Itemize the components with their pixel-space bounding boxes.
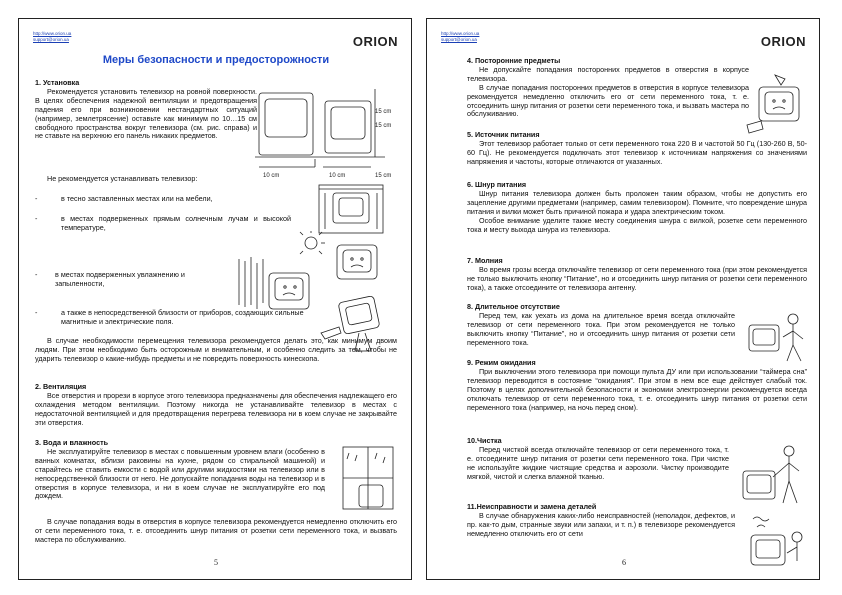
tv-absence-illustration bbox=[745, 309, 809, 367]
brand-logo: ORION bbox=[352, 34, 398, 49]
section-heading: 5. Источник питания bbox=[467, 130, 540, 139]
section-water bbox=[35, 439, 325, 501]
section-heading: 9. Режим ожидания bbox=[467, 358, 536, 367]
section-power-cord bbox=[467, 181, 807, 234]
page-title: Меры безопасности и предосторожности bbox=[102, 54, 330, 66]
tv-cleaning-illustration bbox=[737, 441, 807, 511]
paragraph: В случае обнаружения каких-либо неисправностей (неполадок, дефектов, и пр. как-то дым, странные звуки или запахи, и т. п.) в телевизоре рекомендуется немедленно отключить его от сети bbox=[467, 510, 735, 538]
section-ventilation bbox=[35, 383, 397, 428]
paragraph: Не допускайте попадания посторонних предметов в отверстия в корпусе телевизора. bbox=[467, 64, 749, 83]
brand-logo: ORION bbox=[760, 34, 806, 49]
dimension-label: 15 cm bbox=[375, 173, 392, 179]
paragraph: В случае попадания посторонних предметов в отверстия в корпусе телевизора рекомендуется немедленно отключить его от сети переменного тока, т. е. отсоединить шнур питания от розетки сети переменного тока, и вызвать мастера по обслуживанию. bbox=[467, 82, 749, 119]
paragraph: Все отверстия и прорези в корпусе этого телевизора предназначены для обеспечения надлежащего его охлаждения методом вентиляции. Поэтому никогда не устанавливайте телевизор в местах с недостаточной вентиляцией и для предотвращения перегрева телевизора ни в коем случае не закрывайте эти отверстия. bbox=[35, 390, 397, 427]
tv-foreign-objects-illustration bbox=[745, 71, 811, 137]
paragraph: Шнур питания телевизора должен быть проложен таким образом, чтобы не допустить его зацепление другими предметами (например, самим телевизором). Помните, что повреждение шнура питания и вилки может быть причиной пожара и удара электрическим током. bbox=[467, 188, 807, 216]
dimension-label: 10 cm bbox=[263, 173, 280, 179]
tv-magnetic-field-illustration bbox=[319, 293, 399, 355]
header-links[interactable] bbox=[441, 31, 479, 42]
paragraph: Перед тем, как уехать из дома на длительное время всегда отключайте телевизор от сети переменного тока. При этом рекомендуется не только выключить кнопку “Питание”, но и отсоединить шнур питания от розетки сети переменного тока. bbox=[467, 310, 735, 347]
section-heading: 7. Молния bbox=[467, 256, 503, 265]
bullet-item: в местах подверженных прямым солнечным лучам и высокой температуре, bbox=[61, 214, 291, 232]
section-heading: 8. Длительное отсутствие bbox=[467, 302, 560, 311]
paragraph: Не эксплуатируйте телевизор в местах с повышенным уровнем влаги (особенно в ванных комнатах, вблизи раковины на кухне, рядом со стиральной машиной) и старайтесь не ставить емкости с водой или другими жидкостями на телевизор или в непосредственной близости от него. Не допускайте попадания воды на телевизор и в отверстия в корпусе телевизора, и ни в коем случае не эксплуатируйте его под дождем. bbox=[35, 446, 325, 501]
section-foreign-objects bbox=[467, 57, 749, 119]
paragraph: Во время грозы всегда отключайте телевизор от сети переменного тока (при этом рекомендуется не только выключить кнопку “Питание”, но и отсоединить шнур питания от розетки сети переменного тока), а также отсоедините от телевизора антенну. bbox=[467, 264, 807, 292]
header-links[interactable] bbox=[33, 31, 71, 42]
paragraph: В случае необходимости перемещения телевизора рекомендуется делать это, как минимум двоим людям. При этом необходимо быть осторожным и внимательным, и особенно следить за тем, чтобы не ударить телевизор о какие-нибудь предметы и не повредить поверхность кинескопа. bbox=[35, 336, 397, 363]
bullet-item: в тесно заставленных местах или на мебели, bbox=[61, 194, 213, 203]
section-installation bbox=[35, 79, 257, 141]
section-heading: 3. Вода и влажность bbox=[35, 438, 109, 447]
section-heading: 10.Чистка bbox=[467, 436, 502, 445]
paragraph: Этот телевизор работает только от сети переменного тока 220 В и частотой 50 Гц (130-260 В, 50-60 Гц). Не рекомендуется подключать этот телевизор к источникам напряжения со значениями напряжения и частоты, которые отличаются от указанных. bbox=[467, 138, 807, 166]
manual-page-6 bbox=[426, 18, 820, 580]
tv-clearance-illustration bbox=[255, 87, 403, 179]
header-email-link[interactable]: support@orion.ua bbox=[441, 36, 477, 42]
header-url-link[interactable]: http://www.orion.ua bbox=[441, 31, 480, 36]
paragraph: Перед чисткой всегда отключайте телевизор от сети переменного тока, т. е. отсоедините шнур питания от розетки сети переменного тока. При чистке не используйте жидкие чистящие средства и аэрозоли. Чистку производите мягкой, чистой и слегка влажной тканью. bbox=[467, 444, 729, 481]
paragraph: Не рекомендуется устанавливать телевизор: bbox=[47, 174, 198, 183]
dimension-label: 15 cm bbox=[375, 109, 392, 115]
section-cleaning bbox=[467, 437, 729, 482]
section-standby bbox=[467, 359, 807, 412]
bullet-item: в местах подверженных увлажнению и запыленности, bbox=[55, 270, 185, 288]
page-number: 6 bbox=[622, 558, 626, 567]
section-malfunctions bbox=[467, 503, 735, 539]
header-email-link[interactable]: support@orion.ua bbox=[33, 36, 69, 42]
section-long-absence bbox=[467, 303, 735, 348]
page-number: 5 bbox=[214, 558, 218, 567]
dimension-label: 15 cm bbox=[375, 123, 392, 129]
bullet-item: а также в непосредственной близости от приборов, создающих сильные магнитные и электрические поля. bbox=[61, 308, 304, 326]
paragraph: Особое внимание уделите также месту соединения шнура с вилкой, розетке сети переменного тока и месту выхода шнура из телевизора. bbox=[467, 215, 807, 234]
tv-in-cabinet-illustration bbox=[317, 179, 387, 237]
section-heading: 2. Вентиляция bbox=[35, 382, 87, 391]
dimension-label: 10 cm bbox=[329, 173, 346, 179]
paragraph: Рекомендуется установить телевизор на ровной поверхности. В целях обеспечения надежной вентиляции и предотвращения падения его при возникновении нестандартных ситуаций (например, землетрясение) оставьте как минимум по 10…15 см свободного пространства вокруг телевизора (см. рис. справа) и не ставьте на верхнюю его панель никаких предметов. bbox=[35, 86, 257, 141]
section-heading: 1. Установка bbox=[35, 78, 80, 87]
section-heading: 11.Неисправности и замена деталей bbox=[467, 502, 597, 511]
section-heading: 6. Шнур питания bbox=[467, 180, 527, 189]
tv-rain-illustration bbox=[233, 255, 323, 319]
header-url-link[interactable]: http://www.orion.ua bbox=[33, 31, 72, 36]
section-heading: 4. Посторонние предметы bbox=[467, 56, 561, 65]
paragraph: При выключении этого телевизора при помощи пульта ДУ или при использовании “таймера сна” телевизор переводится в состояние “ожидания”. При этом в нем все еще действует слабый ток. Поэтому в целях дополнительной безопасности и экономии электроэнергии рекомендуется всегда отключать телевизор от сети переменного тока, т. е. отсоединить шнур питания от розетки сети переменного тока (например, на ночь перед сном). bbox=[467, 366, 807, 412]
tv-water-illustration bbox=[337, 443, 399, 523]
section-lightning bbox=[467, 257, 807, 293]
paragraph: В случае попадания воды в отверстия в корпусе телевизора рекомендуется немедленно отключить его от сети переменного тока, т. е. отсоединить шнур питания от розетки сети переменного тока, и вызвать мастера по обслуживанию. bbox=[35, 517, 397, 544]
manual-page-5: http://www.orion.ua support@orion.ua ORION Меры безопасности и предосторожности 1. Установка Рекомендуется установить телевизор на ровной поверхности. В целях обеспечения надежной вентиляции и предотвращения падения его при возникновении нестандартных ситуаций (например, землетрясение) оставьте как минимум по 10…15 см свободного пространства вокруг телевизора (см. рис. справа) и не ставьте на верхнюю его панель никаких предметов. Не рекомендуется устанавливать телевизор: - в тесно заставленных местах или на мебели, - в местах подверженных прямым солнечным лучам и высокой температуре, - в местах подверженных увлажнению и запыленности, - а также в непосредственной близости от приборов, создающих сильные магнитные и электрические поля. В случае необходимости перемещения телевизора рекомендуется делать это, как минимум двоим людям. При этом необходимо быть осторожным и внимательным, и особенно следить за тем, чтобы не ударить телевизор о какие-нибудь предметы и не повредить поверхность кинескопа. 2. Вентиляция Все отверстия и прорези в корпусе этого телевизора предназначены для обеспечения надлежащего его охлаждения методом вентиляции. Поэтому никогда не устанавливайте телевизор в местах с недостаточной вентиляцией и для предотвращения перегрева телевизора ни в коем случае не закрывайте эти отверстия. 3. Вода и влажность Не эксплуатируйте телевизор в местах с повышенным уровнем влаги (особенно в ванных комнатах, вблизи раковины на кухне, рядом со стиральной машиной) и старайтесь не ставить емкости с водой или другими жидкостями на телевизор или в непосредственной близости от него. Не допускайте попадания воды на телевизор и в отверстия в корпусе телевизора, и ни в коем случае не эксплуатируйте его под дождем. В случае попадания воды в отверстия в корпусе телевизора рекомендуется немедленно отключить его от сети переменного тока, т. е. отсоединить шнур питания от розетки сети переменного тока, и вызвать мастера по обслуживанию. 10 cm 10 cm 15 cm 15 cm 15 cm 5 bbox=[18, 18, 412, 580]
